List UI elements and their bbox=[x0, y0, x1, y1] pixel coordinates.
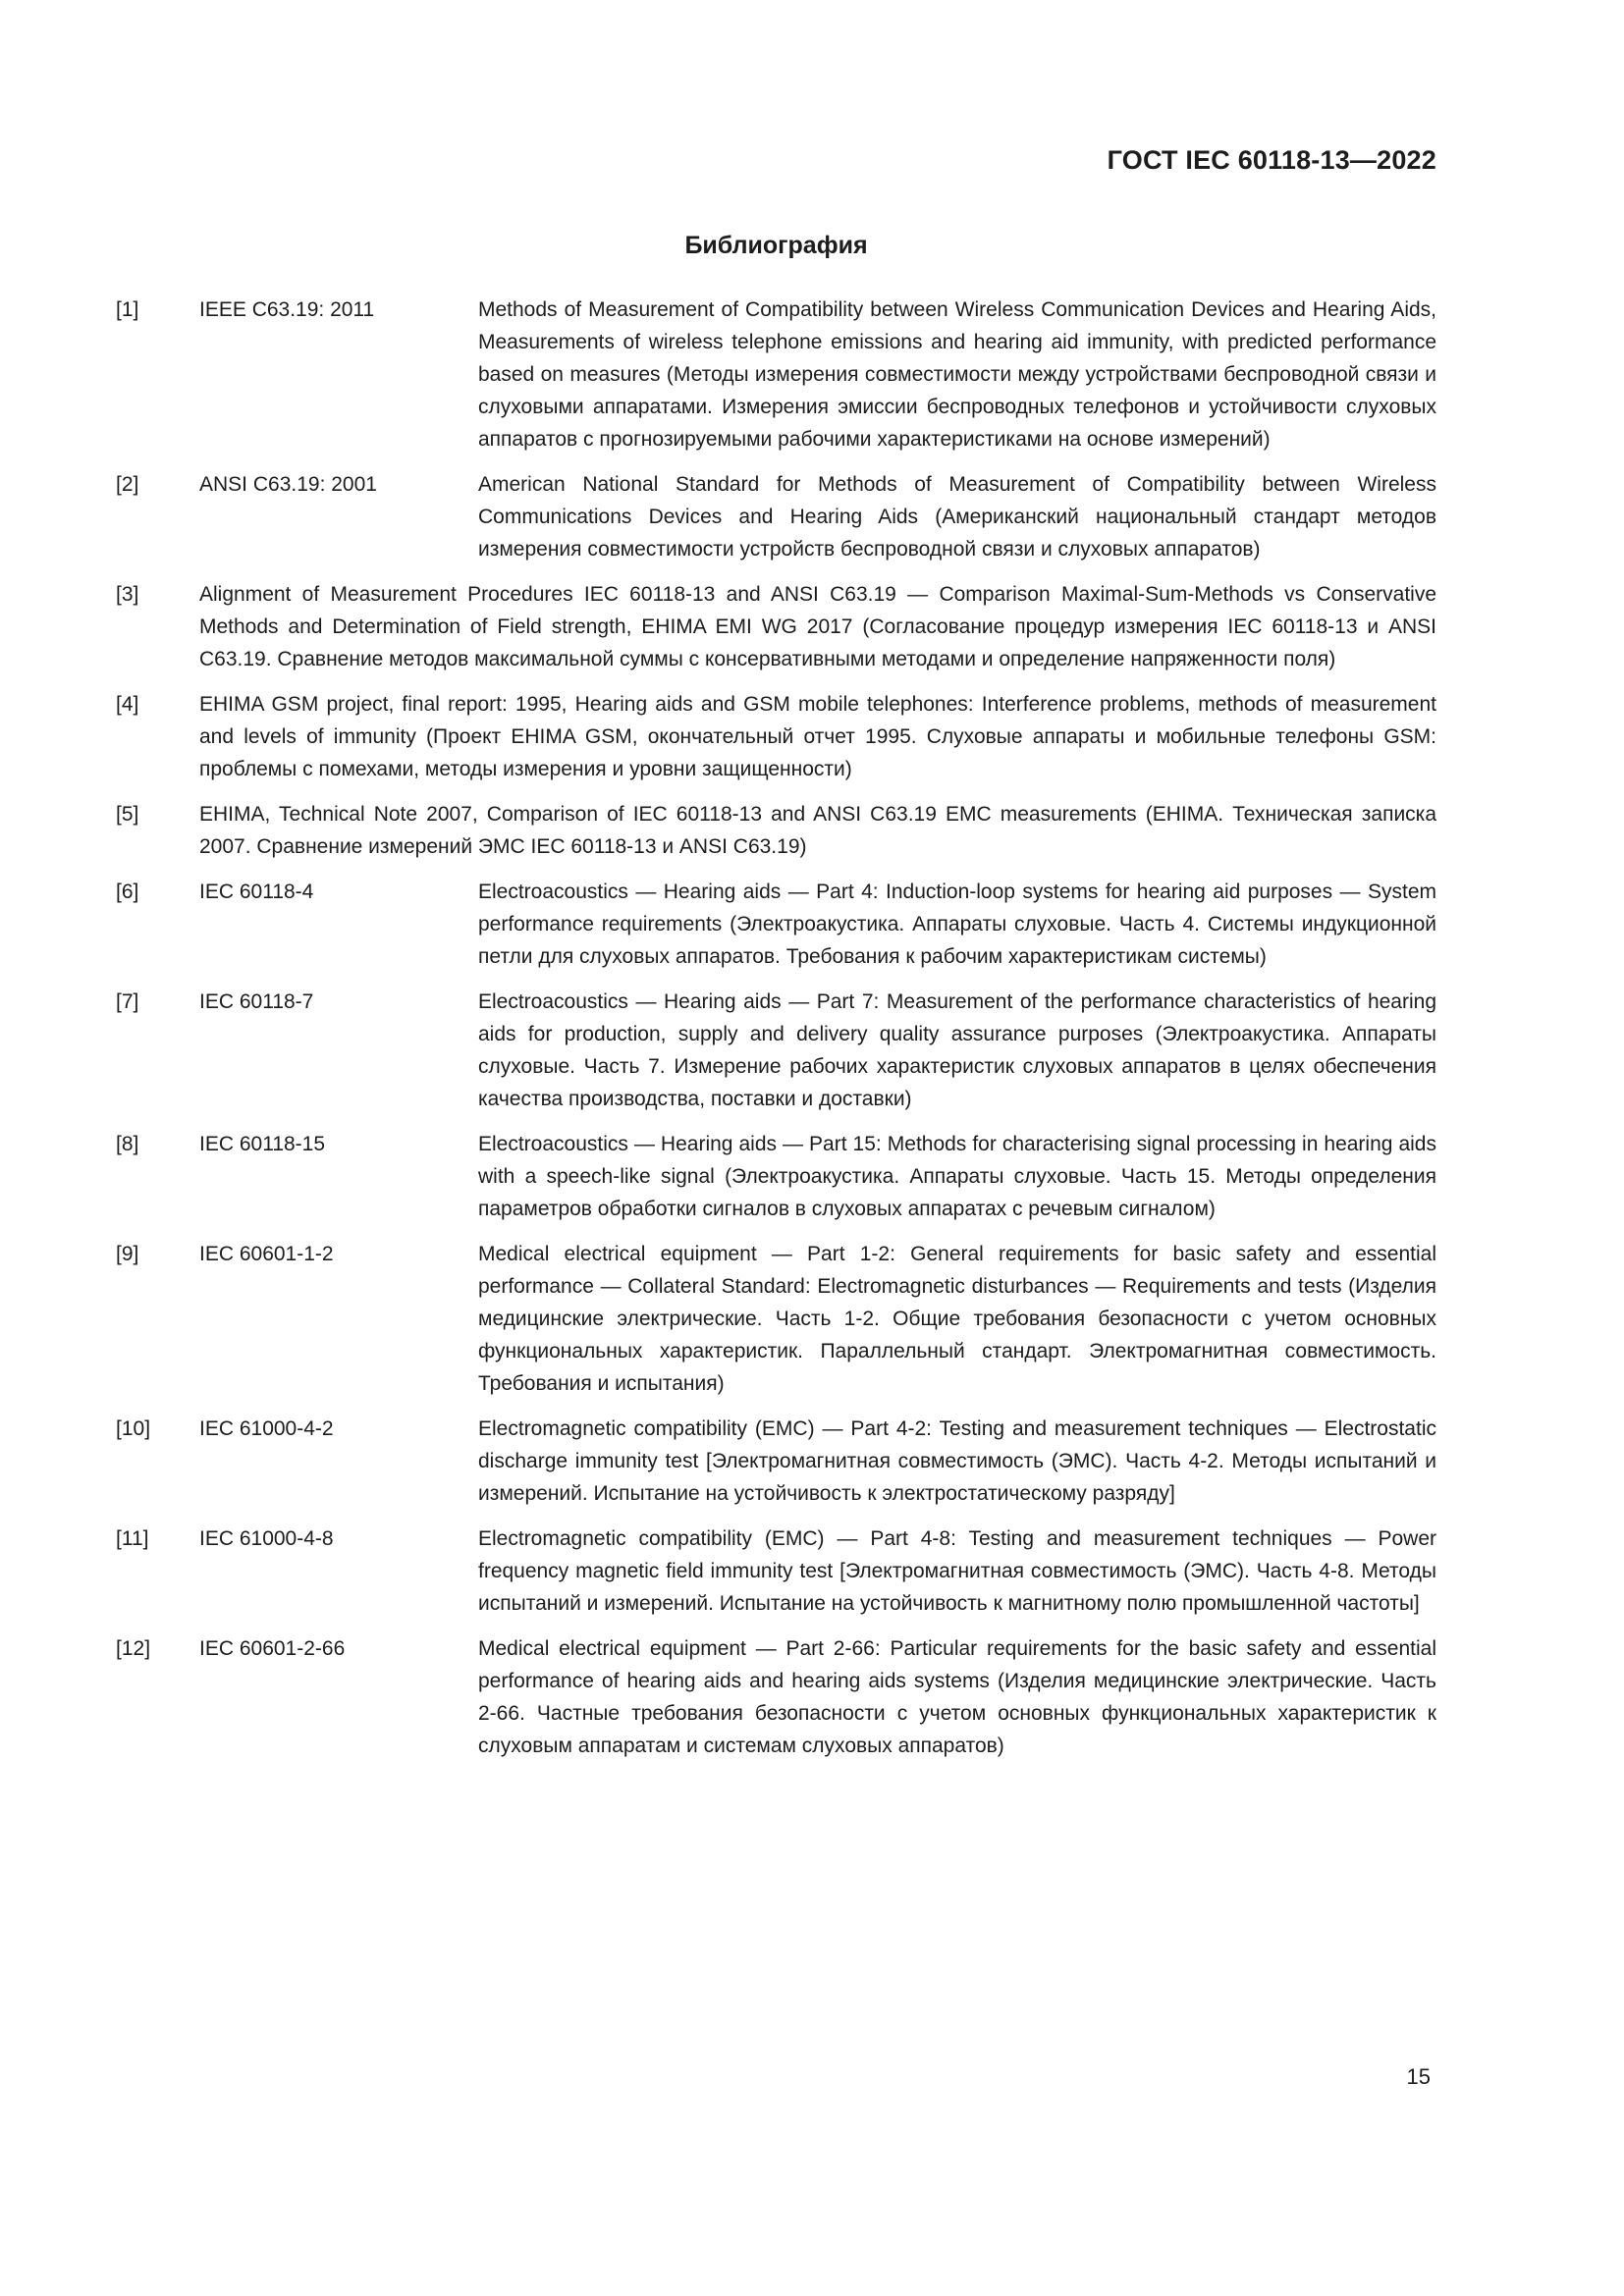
entry-reference-code: IEC 60118-15 bbox=[199, 1133, 326, 1155]
entry-description: Alignment of Measurement Procedures IEC 60118-13 and ANSI C63.19 — Comparison Maximal-Sum-Methods vs Conservative Methods and Determination of Field strength, EHIMA EMI WG 2017 (Согласование процедур измерения IEC 60118-13 и ANSI C63.19. Сравнение методов максимальной суммы с консервативными методами и определение напряженности поля) bbox=[199, 583, 1436, 670]
bibliography-entry bbox=[116, 578, 1436, 675]
bibliography-entry bbox=[116, 294, 1436, 455]
entry-number: [7] bbox=[116, 990, 139, 1013]
entry-number: [9] bbox=[116, 1243, 139, 1265]
entry-reference-code: IEC 61000-4-8 bbox=[199, 1527, 334, 1550]
entry-description: Medical electrical equipment — Part 2-66: Particular requirements for the basic safety and essential performance of hearing aids and hearing aids systems (Изделия медицинские электрические. Часть 2-66. Частные требования безопасности с учетом основных функциональных характеристик к слуховым аппаратам и системам слуховых аппаратов) bbox=[478, 1637, 1436, 1757]
section-title: Библиография bbox=[684, 232, 868, 259]
bibliography-entry bbox=[116, 1413, 1436, 1510]
entry-description: Electromagnetic compatibility (EMC) — Part 4-2: Testing and measurement techniques — Electrostatic discharge immunity test [Электромагнитная совместимость (ЭМС). Часть 4-2. Методы испытаний и измерений. Испытание на устойчивость к электростатическому разряду] bbox=[478, 1417, 1436, 1505]
entry-number: [1] bbox=[116, 298, 139, 321]
bibliography-entry bbox=[116, 1632, 1436, 1762]
entry-description: EHIMA GSM project, final report: 1995, Hearing aids and GSM mobile telephones: Interference problems, methods of measurement and levels of immunity (Проект EHIMA GSM, окончательный отчет 1995. Слуховые аппараты и мобильные телефоны GSM: проблемы с помехами, методы измерения и уровни защищенности) bbox=[199, 693, 1436, 780]
entry-number: [3] bbox=[116, 583, 139, 606]
entry-description: EHIMA, Technical Note 2007, Comparison of IEC 60118-13 and ANSI C63.19 EMC measurements (EHIMA. Техническая записка 2007. Сравнение измерений ЭМС IEC 60118-13 и ANSI C63.19) bbox=[199, 803, 1436, 858]
entry-reference-code: IEC 60601-2-66 bbox=[199, 1637, 346, 1660]
entry-number: [10] bbox=[116, 1417, 151, 1440]
entry-description: Electroacoustics — Hearing aids — Part 15: Methods for characterising signal processing in hearing aids with a speech-like signal (Электроакустика. Аппараты слуховые. Часть 15. Методы определения параметров обработки сигналов в слуховых аппаратах с речевым сигналом) bbox=[478, 1133, 1436, 1220]
bibliography-entry bbox=[116, 688, 1436, 785]
entry-description: Methods of Measurement of Compatibility between Wireless Communication Devices and Hearing Aids, Measurements of wireless telephone emissions and hearing aid immunity, with predicted performance based on measures (Методы измерения совместимости между устройствами беспроводной связи и слуховыми аппаратами. Измерения эмиссии беспроводных телефонов и устойчивости слуховых аппаратов с прогнозируемыми рабочими характеристиками на основе измерений) bbox=[478, 298, 1436, 451]
entry-description: Medical electrical equipment — Part 1-2: General requirements for basic safety and essential performance — Collateral Standard: Electromagnetic disturbances — Requirements and tests (Изделия медицинские электрические. Часть 1-2. Общие требования безопасности с учетом основных функциональных характеристик. Параллельный стандарт. Электромагнитная совместимость. Требования и испытания) bbox=[478, 1243, 1436, 1395]
bibliography-list bbox=[116, 294, 1436, 1775]
entry-reference-code: IEC 61000-4-2 bbox=[199, 1417, 334, 1440]
entry-description: Electroacoustics — Hearing aids — Part 7: Measurement of the performance characteristics of hearing aids for production, supply and delivery quality assurance purposes (Электроакустика. Аппараты слуховые. Часть 7. Измерение рабочих характеристик слуховых аппаратов в целях обеспечения качества производства, поставки и доставки) bbox=[478, 990, 1436, 1110]
bibliography-entry bbox=[116, 468, 1436, 565]
entry-description: Electroacoustics — Hearing aids — Part 4: Induction-loop systems for hearing aid purposes — System performance requirements (Электроакустика. Аппараты слуховые. Часть 4. Системы индукционной петли для слуховых аппаратов. Требования к рабочим характеристикам системы) bbox=[478, 881, 1436, 968]
bibliography-entry bbox=[116, 986, 1436, 1115]
entry-description: Electromagnetic compatibility (EMC) — Part 4-8: Testing and measurement techniques — Power frequency magnetic field immunity test [Электромагнитная совместимость (ЭМС). Часть 4-8. Методы испытаний и измерений. Испытание на устойчивость к магнитному полю промышленной частоты] bbox=[478, 1527, 1436, 1615]
entry-reference-code: IEEE C63.19: 2011 bbox=[199, 298, 375, 321]
entry-number: [5] bbox=[116, 803, 139, 826]
entry-number: [2] bbox=[116, 473, 139, 496]
bibliography-entry bbox=[116, 1522, 1436, 1620]
page-number: 15 bbox=[1406, 2064, 1431, 2089]
bibliography-entry bbox=[116, 876, 1436, 973]
entry-number: [6] bbox=[116, 881, 139, 903]
entry-number: [4] bbox=[116, 693, 139, 716]
entry-number: [8] bbox=[116, 1133, 139, 1155]
entry-reference-code: IEC 60118-7 bbox=[199, 990, 314, 1013]
entry-number: [11] bbox=[116, 1527, 149, 1550]
entry-number: [12] bbox=[116, 1637, 151, 1660]
entry-reference-code: IEC 60118-4 bbox=[199, 881, 314, 903]
bibliography-entry bbox=[116, 1128, 1436, 1225]
entry-description: American National Standard for Methods of Measurement of Compatibility between Wireless Communications Devices and Hearing Aids (Американский национальный стандарт методов измерения совместимости устройств беспроводной связи и слуховых аппаратов) bbox=[478, 473, 1436, 561]
entry-reference-code: IEC 60601-1-2 bbox=[199, 1243, 334, 1265]
bibliography-entry bbox=[116, 1238, 1436, 1400]
entry-reference-code: ANSI C63.19: 2001 bbox=[199, 473, 377, 496]
bibliography-entry bbox=[116, 798, 1436, 863]
standard-code-header: ГОСТ IEC 60118-13—2022 bbox=[1107, 145, 1436, 175]
